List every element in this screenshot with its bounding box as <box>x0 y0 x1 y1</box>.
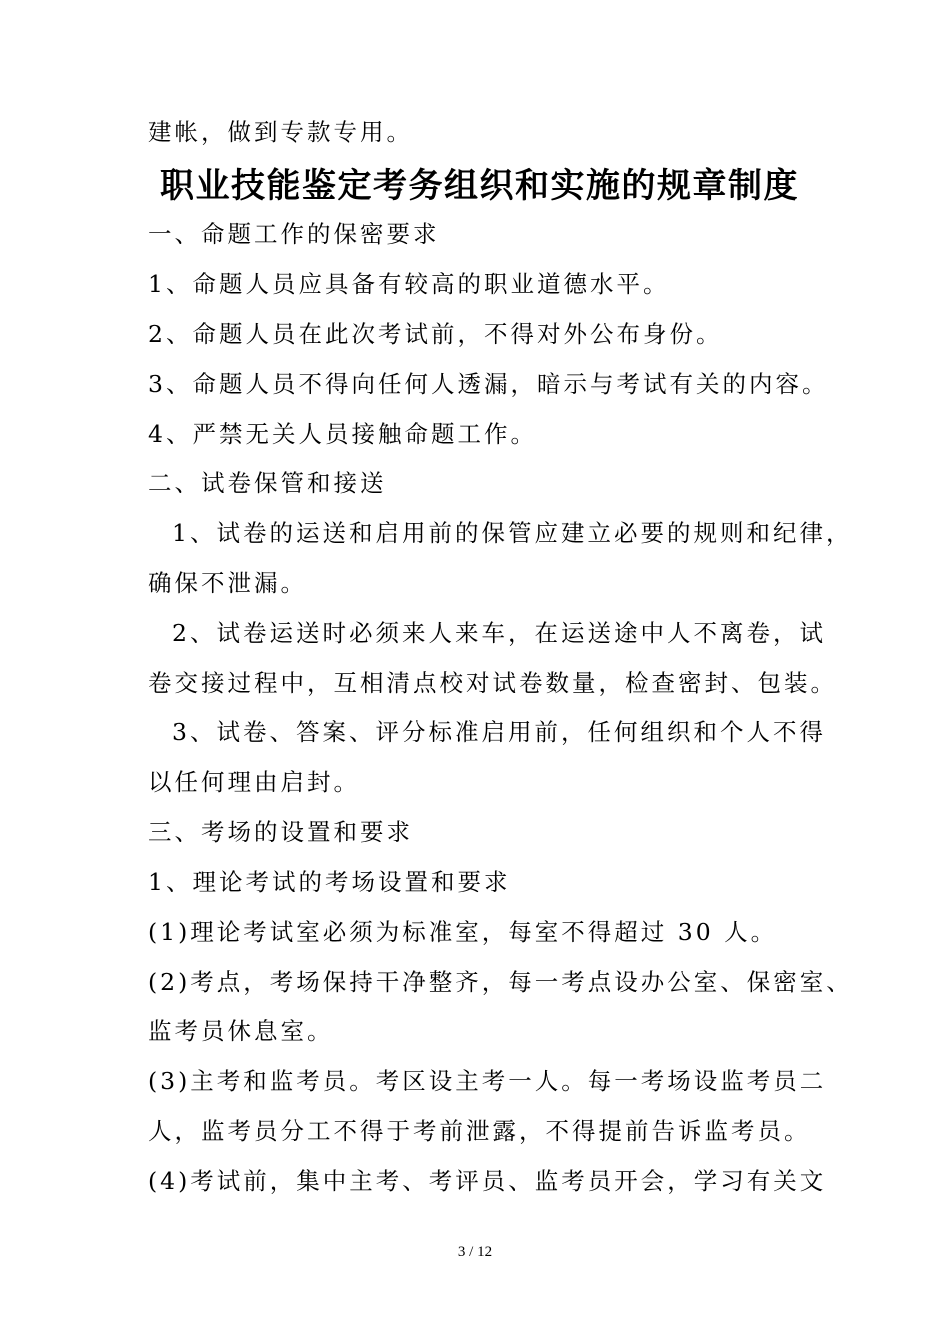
paragraph-line: 2、试卷运送时必须来人来车，在运送途中人不离卷，试 <box>172 619 826 647</box>
paragraph-line: 建帐，做到专款专用。 <box>148 118 413 146</box>
paragraph-line: (2)考点，考场保持干净整齐，每一考点设办公室、保密室、 <box>148 968 853 996</box>
paragraph-line: 卷交接过程中，互相清点校对试卷数量，检查密封、包装。 <box>148 669 837 697</box>
page-number: 3 / 12 <box>457 1244 493 1260</box>
section-heading: 二、试卷保管和接送 <box>148 469 387 497</box>
section-heading: 三、考场的设置和要求 <box>148 818 413 846</box>
section-heading: 一、命题工作的保密要求 <box>148 220 440 248</box>
paragraph-line: (1)理论考试室必须为标准室，每室不得超过 30 人。 <box>148 918 778 946</box>
paragraph-line: 3、试卷、答案、评分标准启用前，任何组织和个人不得 <box>172 718 826 746</box>
paragraph-line: 监考员休息室。 <box>148 1017 334 1045</box>
document-title: 职业技能鉴定考务组织和实施的规章制度 <box>160 166 799 206</box>
paragraph-line: 以任何理由启封。 <box>148 768 360 796</box>
paragraph-line: 确保不泄漏。 <box>148 569 307 597</box>
paragraph-line: (3)主考和监考员。考区设主考一人。每一考场设监考员二 <box>148 1067 827 1095</box>
paragraph-line: 4、严禁无关人员接触命题工作。 <box>148 420 537 448</box>
paragraph-line: 1、试卷的运送和启用前的保管应建立必要的规则和纪律， <box>172 519 853 547</box>
paragraph-line: 1、理论考试的考场设置和要求 <box>148 868 511 896</box>
paragraph-line: 2、命题人员在此次考试前，不得对外公布身份。 <box>148 320 723 348</box>
paragraph-line: 人，监考员分工不得于考前泄露，不得提前告诉监考员。 <box>148 1117 811 1145</box>
paragraph-line: 1、命题人员应具备有较高的职业道德水平。 <box>148 270 670 298</box>
paragraph-line: (4)考试前，集中主考、考评员、监考员开会，学习有关文 <box>148 1167 827 1195</box>
paragraph-line: 3、命题人员不得向任何人透漏，暗示与考试有关的内容。 <box>148 370 829 398</box>
